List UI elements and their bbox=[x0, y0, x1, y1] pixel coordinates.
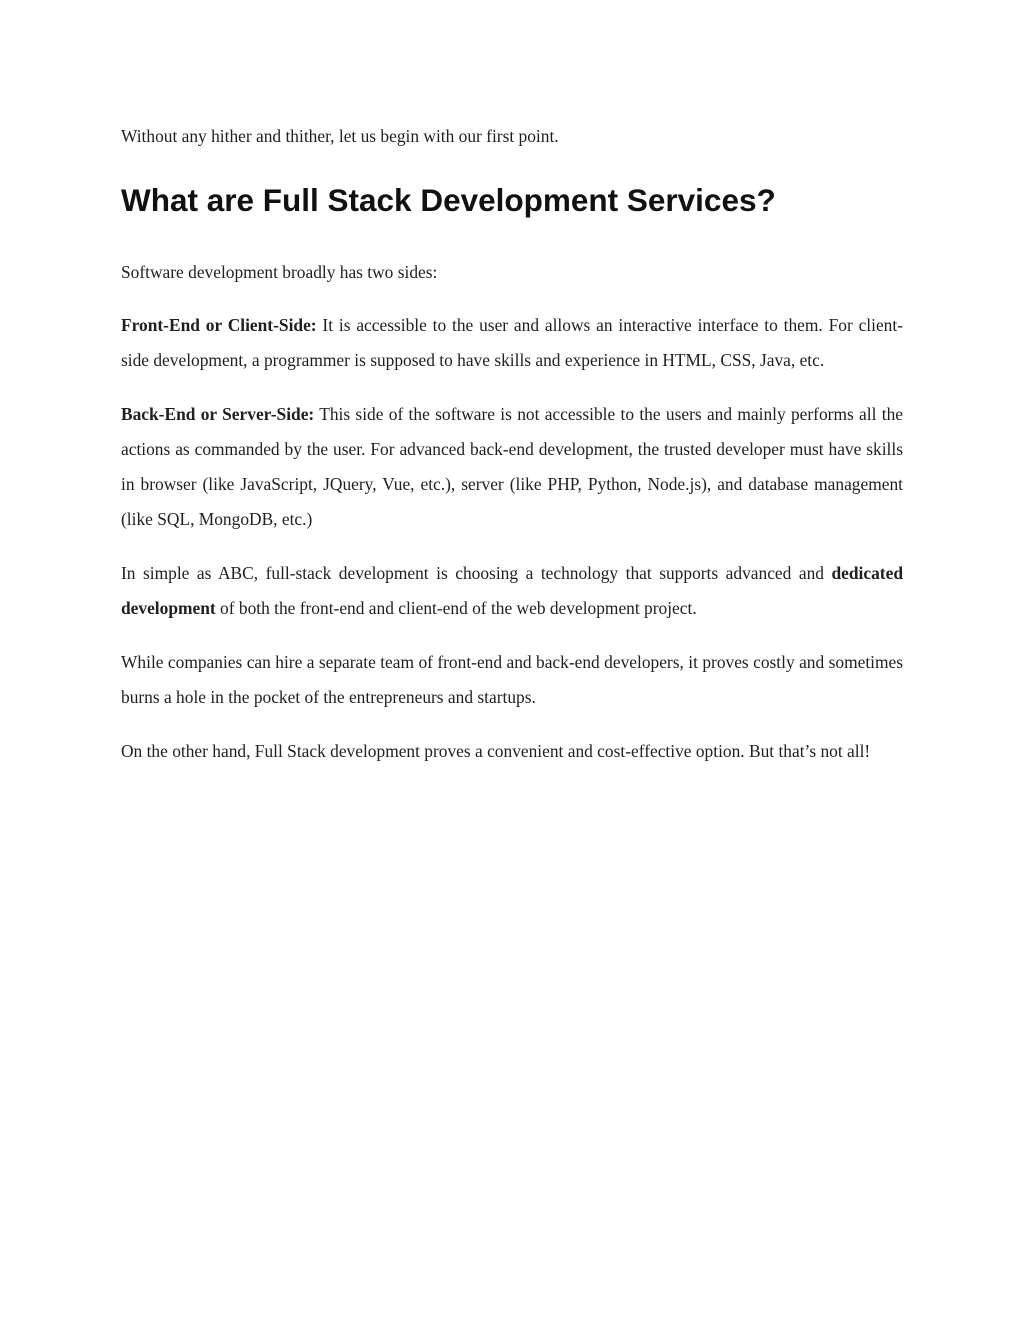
section-heading: What are Full Stack Development Services? bbox=[121, 182, 776, 218]
simple-abc-text-after: of both the front-end and client-end of the web development project. bbox=[215, 598, 697, 618]
companies-paragraph: While companies can hire a separate team of front-end and back-end developers, it proves costly and sometimes burns a hole in the pocket of the entrepreneurs and startups. bbox=[121, 652, 903, 707]
back-end-paragraph bbox=[121, 397, 903, 537]
front-end-paragraph bbox=[121, 308, 903, 378]
other-hand-paragraph: On the other hand, Full Stack development proves a convenient and cost-effective option. But that’s not all! bbox=[121, 741, 871, 761]
dedicated-development-emphasis: dedicated development bbox=[121, 563, 903, 618]
lead-paragraph: Software development broadly has two sides: bbox=[121, 262, 438, 282]
front-end-text: It is accessible to the user and allows an interactive interface to them. For client-side development, a programmer is supposed to have skills and experience in HTML, CSS, Java, etc. bbox=[121, 315, 903, 370]
back-end-label: Back-End or Server-Side: bbox=[121, 404, 315, 424]
document-body bbox=[121, 119, 903, 769]
back-end-text: This side of the software is not accessible to the users and mainly performs all the actions as commanded by the user. For advanced back-end development, the trusted developer must have skills in browser (like JavaScript, JQuery, Vue, etc.), server (like PHP, Python, Node.js), and database management (like SQL, MongoDB, etc.) bbox=[121, 404, 903, 529]
front-end-label: Front-End or Client-Side: bbox=[121, 315, 317, 335]
simple-abc-paragraph bbox=[121, 556, 903, 626]
simple-abc-text-before: In simple as ABC, full-stack development is choosing a technology that supports advanced and bbox=[121, 563, 832, 583]
intro-paragraph: Without any hither and thither, let us begin with our first point. bbox=[121, 126, 559, 146]
